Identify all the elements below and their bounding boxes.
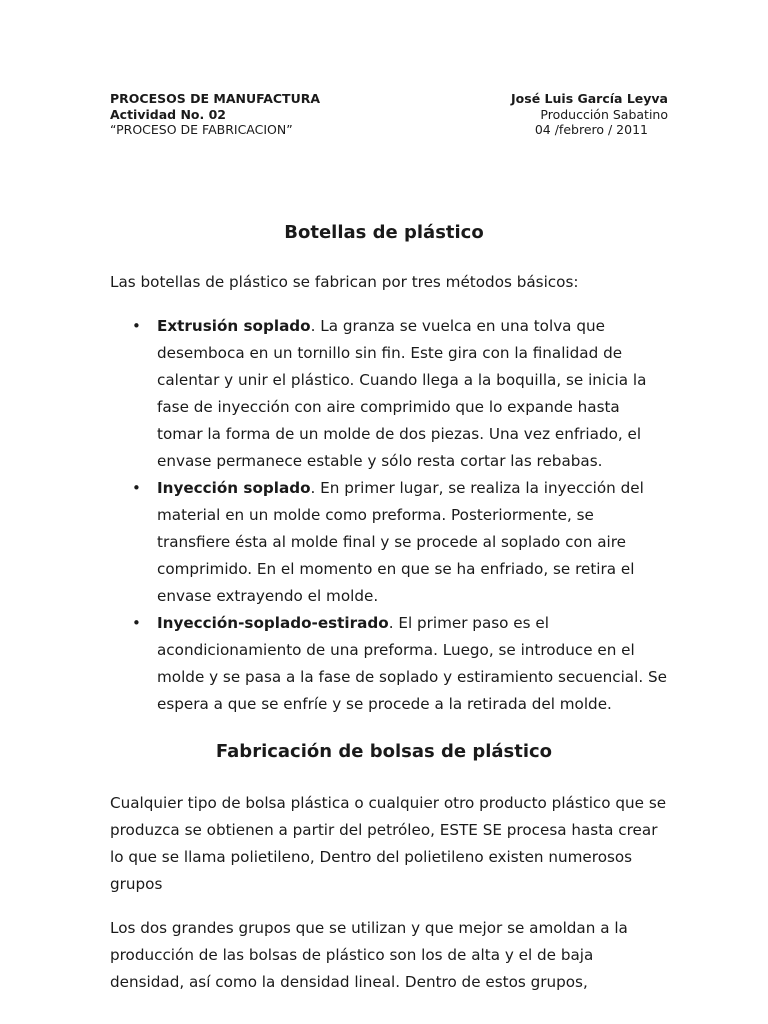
course-name: PROCESOS DE MANUFACTURA <box>110 91 321 106</box>
section-title-bottles: Botellas de plástico <box>284 222 484 243</box>
list-item <box>110 610 670 718</box>
bags-paragraph-1: Cualquier tipo de bolsa plástica o cualquier otro producto plástico que se produzca se obtienen a partir del petróleo, ESTE SE procesa hasta crear lo que se llama polietileno, Dentro del polietileno existen numerosos grupos <box>110 794 667 893</box>
method-description: . En primer lugar, se realiza la inyección del material en un molde como preforma. Posteriormente, se transfiere ésta al molde final y se procede al soplado con aire comprimido. En el momento en que se ha enfriado, se retira el envase extrayendo el molde. <box>157 479 644 605</box>
document-date: 04 /febrero / 2011 <box>534 122 648 137</box>
section-title-bags: Fabricación de bolsas de plástico <box>215 741 553 762</box>
process-label: “PROCESO DE FABRICACION” <box>110 122 293 137</box>
program-label: Producción Sabatino <box>540 106 668 122</box>
header-right-block <box>468 91 668 138</box>
bullet-icon: • <box>132 317 141 335</box>
method-term: Inyección-soplado-estirado <box>157 614 389 632</box>
bullet-icon: • <box>132 479 141 497</box>
method-term: Inyección soplado <box>157 479 311 497</box>
bags-paragraph-2: Los dos grandes grupos que se utilizan y que mejor se amoldan a la producción de las bolsas de plástico son los de alta y el de baja densidad, así como la densidad lineal. Dentro de estos grupos, <box>110 919 628 991</box>
header-left-block <box>110 91 430 138</box>
bullet-icon: • <box>132 614 141 632</box>
method-description: . El primer paso es el acondicionamiento de una preforma. Luego, se introduce en el molde y se pasa a la fase de soplado y estiramiento secuencial. Se espera a que se enfríe y se procede a la retirada del molde. <box>157 614 667 713</box>
method-description: . La granza se vuelca en una tolva que desemboca en un tornillo sin fin. Este gira con la finalidad de calentar y unir el plástico. Cuando llega a la boquilla, se inicia la fase de inyección con aire comprimido que lo expande hasta tomar la forma de un molde de dos piezas. Una vez enfriado, el envase permanece estable y sólo resta cortar las rebabas. <box>157 317 647 470</box>
activity-number: Actividad No. 02 <box>110 106 227 122</box>
author-name: José Luis García Leyva <box>511 91 668 106</box>
method-term: Extrusión soplado <box>157 317 311 335</box>
intro-paragraph: Las botellas de plástico se fabrican por tres métodos básicos: <box>110 273 579 291</box>
list-item <box>110 313 670 475</box>
list-item <box>110 475 670 610</box>
methods-list <box>110 313 670 718</box>
